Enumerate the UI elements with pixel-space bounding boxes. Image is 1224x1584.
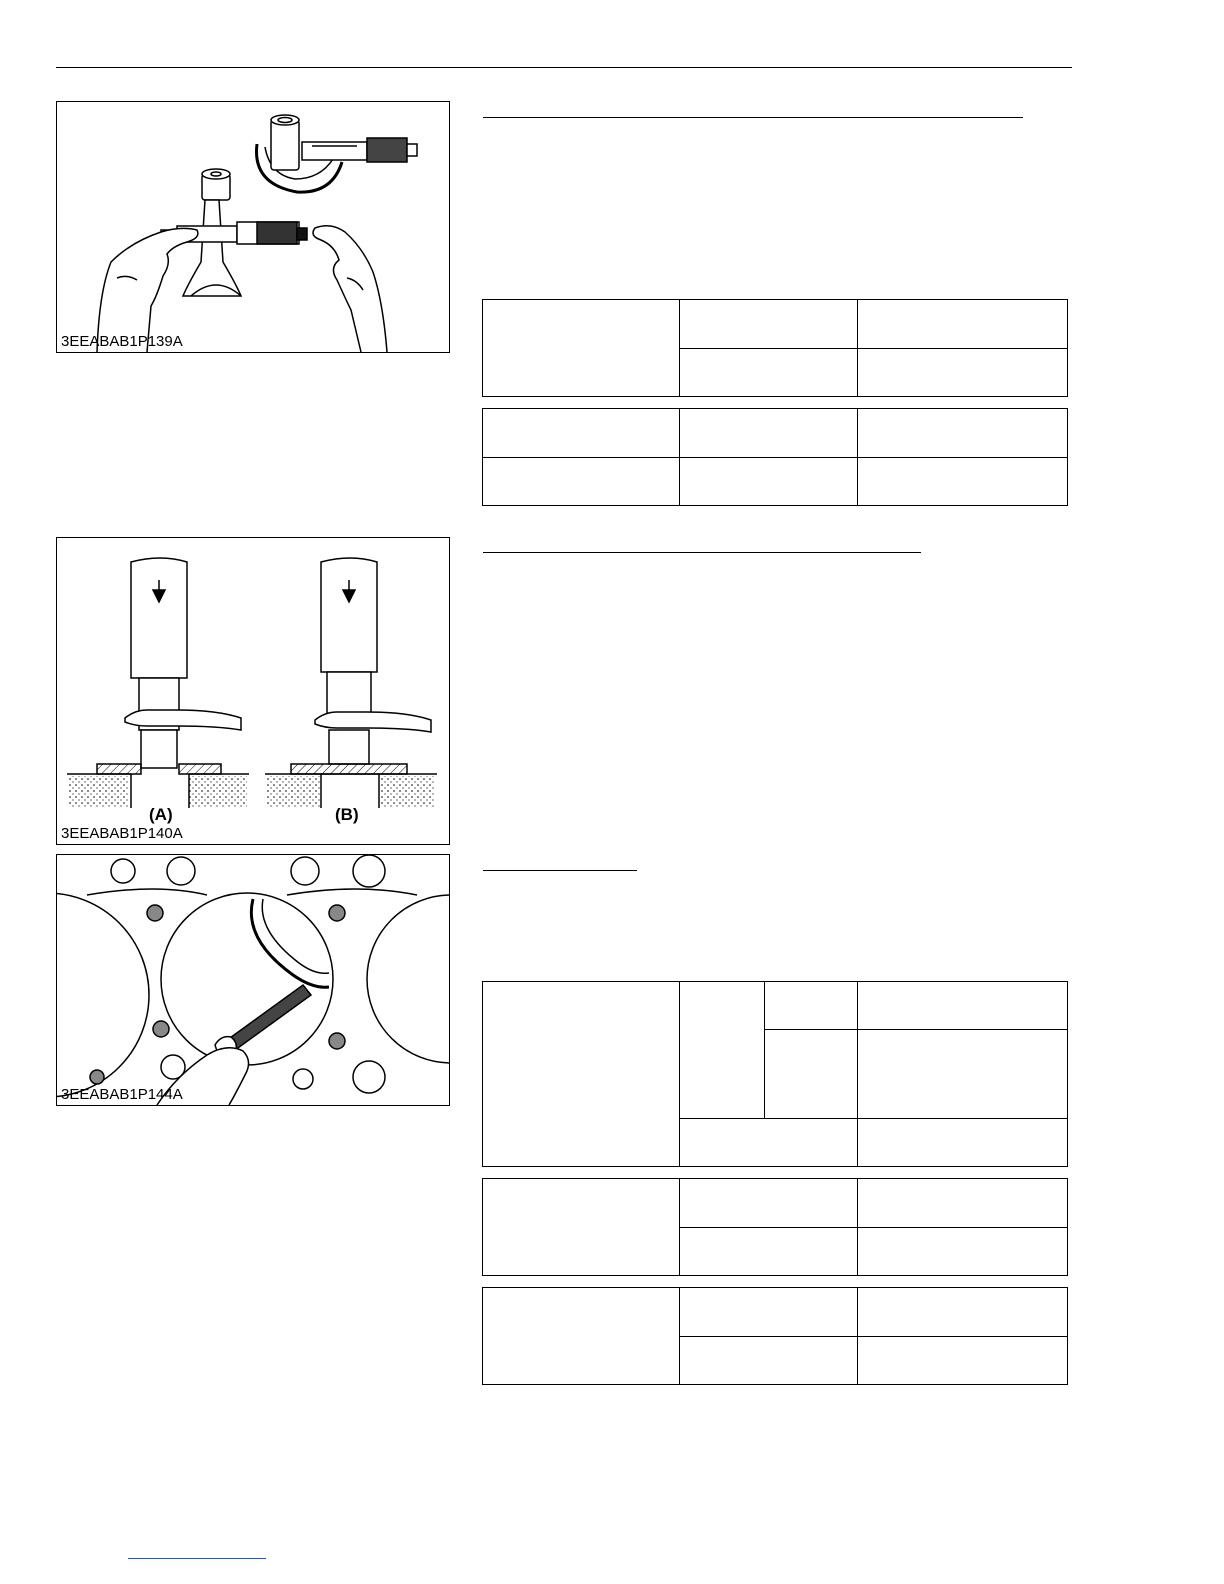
figure-bushing-press — [56, 537, 450, 845]
footer-link-underline[interactable] — [128, 1558, 266, 1559]
spec-table — [482, 1287, 1068, 1385]
table-cell — [679, 1288, 858, 1337]
table-cell — [679, 1118, 858, 1166]
table-cell — [764, 1030, 858, 1118]
section-heading-rule — [483, 870, 637, 871]
table-cell — [858, 409, 1068, 458]
table-cell — [483, 300, 680, 397]
table-cell — [679, 457, 858, 506]
table-cell — [679, 300, 858, 349]
spec-table — [482, 1178, 1068, 1276]
label-a: (A) — [149, 805, 173, 824]
table-cell — [858, 1227, 1068, 1276]
bushing-press-illustration — [57, 538, 449, 844]
figure-caption: 3EEABAB1P140A — [61, 825, 183, 842]
table-cell — [483, 457, 680, 506]
table-cell — [858, 1288, 1068, 1337]
table-cell — [483, 409, 680, 458]
table-cell — [679, 982, 764, 1119]
table-cell — [858, 457, 1068, 506]
table-cell — [858, 1336, 1068, 1385]
micrometer-illustration — [57, 102, 449, 352]
ring-gap-illustration — [57, 855, 449, 1105]
table-cell — [679, 1227, 858, 1276]
table-cell — [858, 1118, 1068, 1166]
figure-ring-gap — [56, 854, 450, 1106]
table-cell — [483, 982, 680, 1167]
section-heading-rule — [483, 552, 921, 553]
header-rule — [56, 67, 1072, 68]
table-cell — [858, 982, 1068, 1030]
table-cell — [483, 1179, 680, 1276]
table-cell — [858, 1030, 1068, 1118]
table-cell — [679, 409, 858, 458]
table-cell — [679, 348, 858, 397]
table-cell — [858, 348, 1068, 397]
table-cell — [858, 300, 1068, 349]
figure-micrometer — [56, 101, 450, 353]
table-cell — [679, 1336, 858, 1385]
section-heading-rule — [483, 117, 1023, 118]
spec-table — [482, 981, 1068, 1167]
spec-table — [482, 299, 1068, 397]
figure-caption: 3EEABAB1P139A — [61, 333, 183, 350]
table-cell — [483, 1288, 680, 1385]
table-cell — [858, 1179, 1068, 1228]
label-b: (B) — [335, 805, 359, 824]
table-cell — [679, 1179, 858, 1228]
figure-caption: 3EEABAB1P144A — [61, 1086, 183, 1103]
table-cell — [764, 982, 858, 1030]
spec-table — [482, 408, 1068, 506]
